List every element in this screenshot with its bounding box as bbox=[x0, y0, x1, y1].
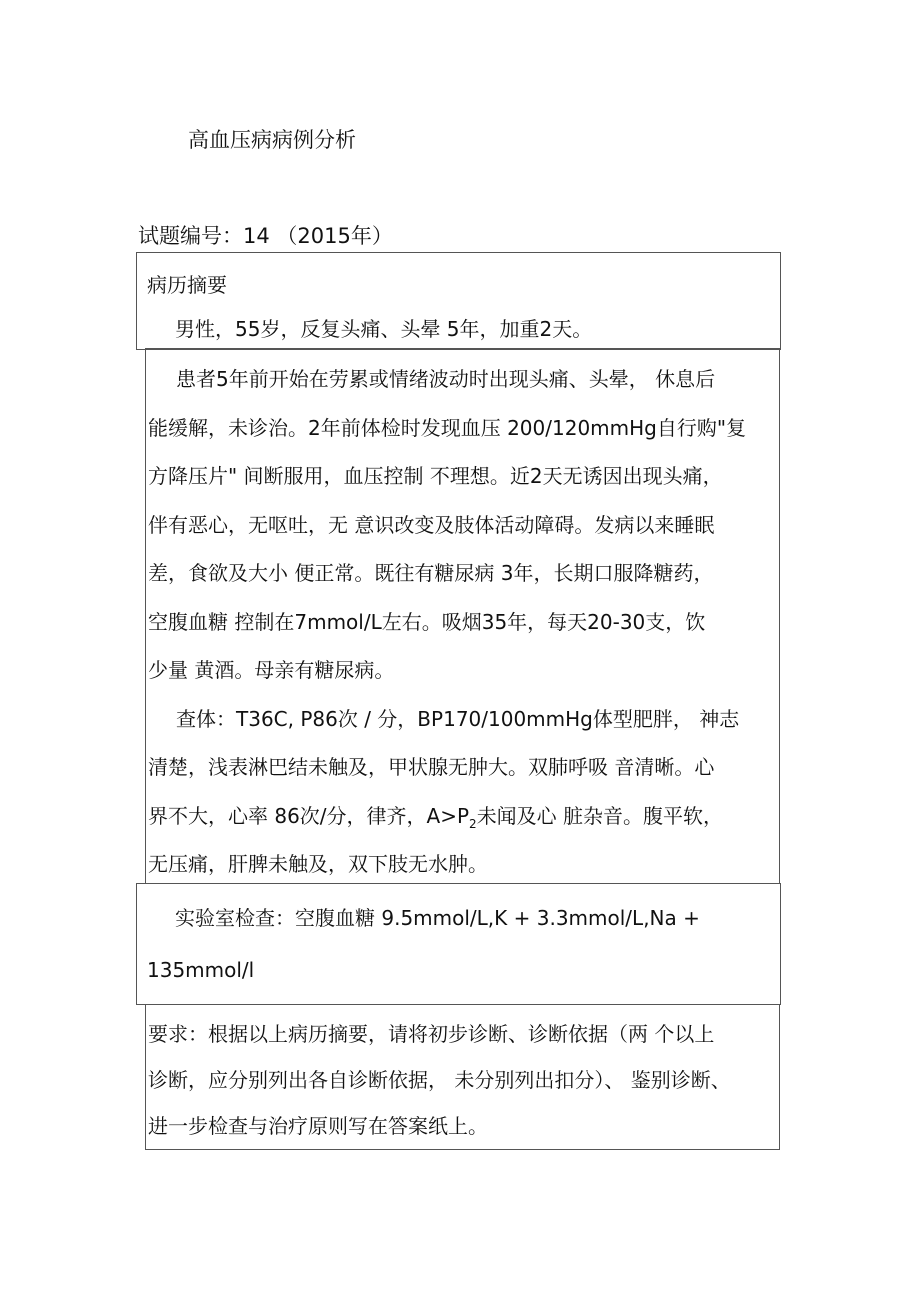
history-line: 差，食欲及大小 便正常。既往有糖尿病 3年，长期口服降糖药， bbox=[148, 561, 714, 585]
history-paragraph bbox=[148, 355, 778, 889]
exam-line: 查体：T36C, P86次 / 分，BP170/100mmHg体型肥胖， 神志 bbox=[176, 706, 740, 731]
lab-box bbox=[136, 883, 781, 1005]
document-title: 高血压病病例分析 bbox=[188, 128, 356, 152]
exam-line-3 bbox=[148, 792, 778, 841]
exam-line: 无压痛，肝脾未触及，双下肢无水肿。 bbox=[148, 852, 488, 876]
lab-results bbox=[147, 892, 757, 996]
requirement-line: 诊断，应分别列出各自诊断依据， 未分别列出扣分）、 鉴别诊断、 bbox=[148, 1068, 731, 1092]
history-line: 伴有恶心，无呕吐，无 意识改变及肢体活动障碍。发病以来睡眠 bbox=[148, 512, 715, 537]
case-summary-box bbox=[136, 252, 781, 350]
exam-number: 试题编号：14 （2015年） bbox=[138, 224, 393, 248]
exam-line-3-tail: 未闻及心 脏杂音。腹平软， bbox=[476, 803, 724, 828]
exam-line: 清楚，浅表淋巴结未触及，甲状腺无肿大。双肺呼吸 音清晰。心 bbox=[148, 755, 715, 779]
requirement-line: 进一步检查与治疗原则写在答案纸上。 bbox=[148, 1114, 488, 1138]
requirement-box bbox=[145, 1004, 780, 1150]
history-line: 方降压片" 间断服用，血压控制 不理想。近2天无诱因出现头痛， bbox=[148, 464, 723, 488]
history-line: 少量 黄酒。母亲有糖尿病。 bbox=[148, 658, 395, 682]
chief-complaint: 男性，55岁，反复头痛、头晕 5年，加重2天。 bbox=[175, 317, 593, 341]
exam-line-3-head: 界不大，心率 86次/分，律齐，A>P bbox=[148, 803, 470, 828]
history-line: 空腹血糖 控制在7mmol/L左右。吸烟35年，每天20-30支，饮 bbox=[148, 609, 706, 634]
history-line: 患者5年前开始在劳累或情绪波动时出现头痛、头晕， 休息后 bbox=[176, 367, 716, 391]
requirement-text bbox=[148, 1011, 778, 1149]
history-and-exam-box bbox=[145, 348, 780, 884]
history-line: 能缓解，未诊治。2年前体检时发现血压 200/120mmHg自行购"复 bbox=[148, 415, 747, 440]
lab-line-1: 实验室检查：空腹血糖 9.5mmol/L,K + 3.3mmol/L,Na + bbox=[175, 906, 700, 930]
lab-line-2: 135mmol/l bbox=[147, 958, 255, 982]
case-summary-heading: 病历摘要 bbox=[147, 273, 227, 297]
requirement-line: 要求：根据以上病历摘要，请将初步诊断、诊断依据（两 个以上 bbox=[148, 1022, 715, 1046]
subscript-2: 2 bbox=[469, 816, 477, 831]
